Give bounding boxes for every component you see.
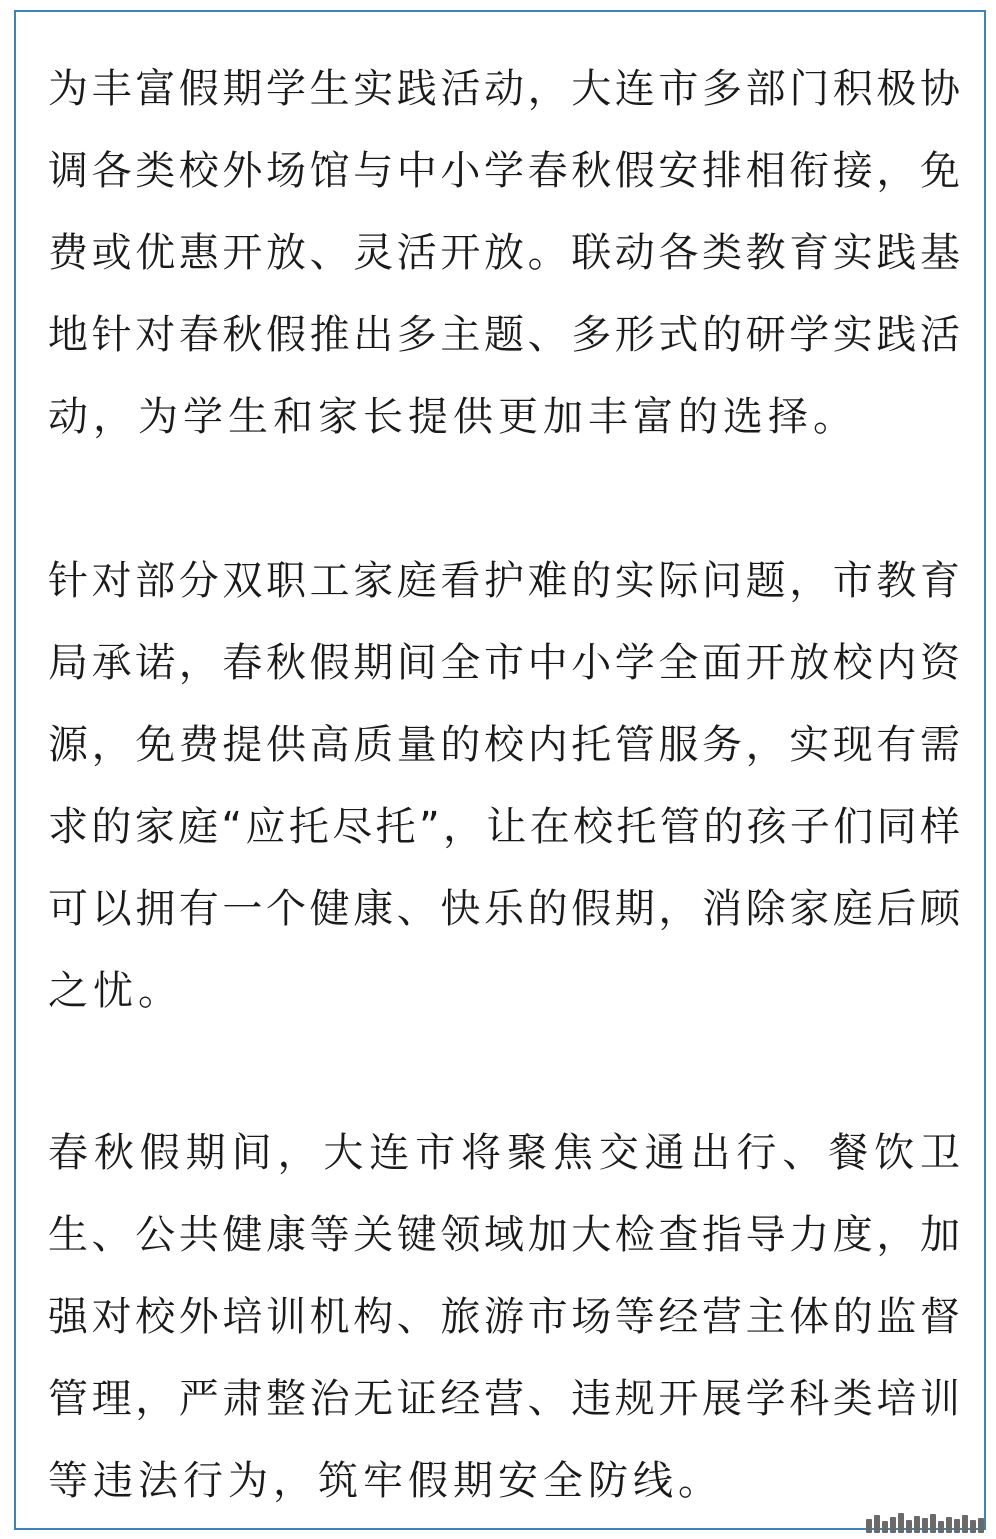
paragraph-1 xyxy=(48,48,960,458)
article-frame xyxy=(14,10,986,1530)
paragraph-line: 动，为学生和家长提供更加丰富的选择。 xyxy=(48,394,858,440)
paragraph-line: 针对部分双职工家庭看护难的实际问题，市教育 xyxy=(48,558,960,604)
paragraph-line: 春秋假期间，大连市将聚焦交通出行、餐饮卫 xyxy=(48,1130,960,1176)
watermark-mark xyxy=(866,1513,984,1533)
paragraph-line: 求的家庭“应托尽托”，让在校托管的孩子们同样 xyxy=(48,804,960,850)
paragraph-3 xyxy=(48,1112,960,1522)
paragraph-line: 地针对春秋假推出多主题、多形式的研学实践活 xyxy=(48,312,960,358)
paragraph-line: 管理，严肃整治无证经营、违规开展学科类培训 xyxy=(48,1376,960,1422)
paragraph-2 xyxy=(48,540,960,1032)
paragraph-line: 强对校外培训机构、旅游市场等经营主体的监督 xyxy=(48,1294,960,1340)
paragraph-line: 局承诺，春秋假期间全市中小学全面开放校内资 xyxy=(48,640,960,686)
paragraph-line: 之忧。 xyxy=(48,968,183,1014)
paragraph-line: 调各类校外场馆与中小学春秋假安排相衔接，免 xyxy=(48,148,960,194)
paragraph-line: 等违法行为，筑牢假期安全防线。 xyxy=(48,1458,723,1504)
paragraph-line: 为丰富假期学生实践活动，大连市多部门积极协 xyxy=(48,66,960,112)
paragraph-line: 费或优惠开放、灵活开放。联动各类教育实践基 xyxy=(48,230,960,276)
paragraph-line: 可以拥有一个健康、快乐的假期，消除家庭后顾 xyxy=(48,886,960,932)
paragraph-line: 源，免费提供高质量的校内托管服务，实现有需 xyxy=(48,722,960,768)
paragraph-line: 生、公共健康等关键领域加大检查指导力度，加 xyxy=(48,1212,960,1258)
